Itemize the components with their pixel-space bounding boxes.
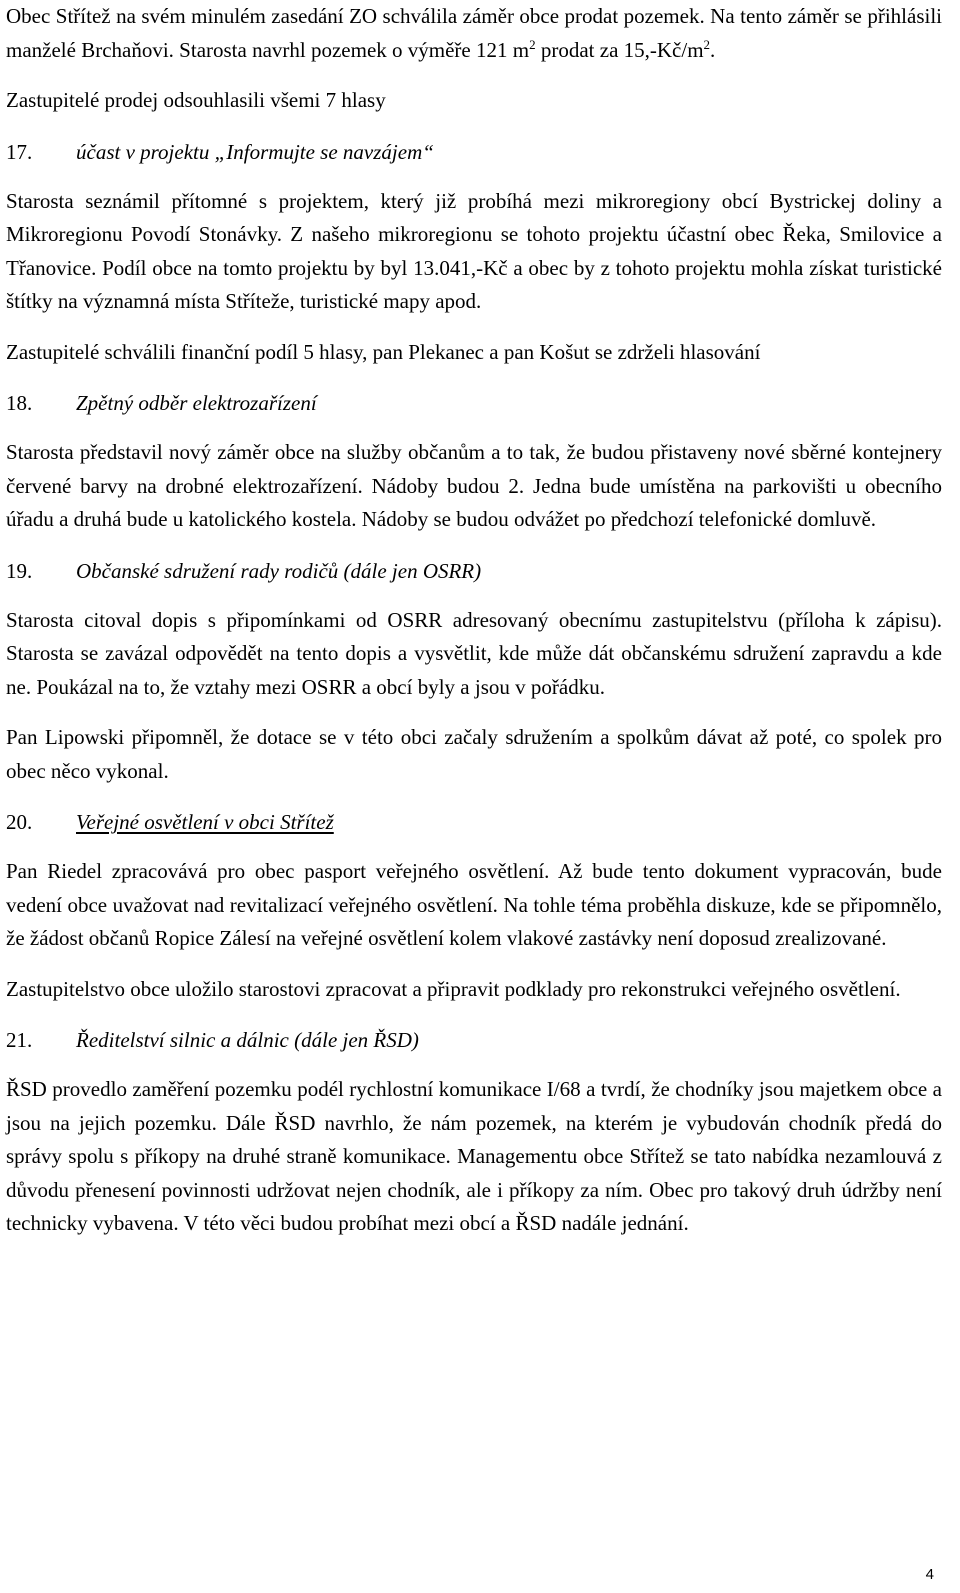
section-title: Občanské sdružení rady rodičů (dále jen OSRR) — [76, 558, 482, 583]
section-paragraph: Pan Lipowski připomněl, že dotace se v této obci začaly sdružením a spolkům dávat až poté, co spolek pro obec něco vykonal. — [6, 725, 942, 783]
section-paragraph: Pan Riedel zpracovává pro obec pasport veřejného osvětlení. Až bude tento dokument vypracován, bude vedení obce uvažovat nad revitalizací veřejného osvětlení. Na tohle téma proběhla diskuze, kde se připomnělo, že žádost občanů Ropice Zálesí na veřejné osvětlení kolem vlakové zastávky není doposud zrealizované. — [6, 859, 942, 950]
section-number: 20. — [6, 810, 33, 834]
intro-vote: Zastupitelé prodej odsouhlasili všemi 7 hlasy — [6, 88, 386, 112]
section-title: Ředitelství silnic a dálnic (dále jen ŘSD) — [76, 1028, 419, 1052]
section-heading-21 — [6, 1024, 942, 1057]
section-number: 19. — [6, 558, 33, 583]
section-paragraph: Starosta představil nový záměr obce na služby občanům a to tak, že budou přistaveny nové sběrné kontejnery červené barvy na drobné elektrozařízení. Nádoby budou 2. Jedna bude umístěna na parkovišti u obecního úřadu a druhá bude u katolického kostela. Nádoby se budou odvážet po předchozí telefonické domluvě. — [6, 440, 942, 531]
document-page — [6, 0, 942, 1241]
section-paragraph: Starosta seznámil přítomné s projektem, který již probíhá mezi mikroregiony obcí Bystrickej doliny a Mikroregionu Povodí Stonávky. Z našeho mikroregionu se tohoto projektu účastní obec Řeka, Smilovice a Třanovice. Podíl obce na tomto projektu by byl 13.041,-Kč a obec by z tohoto projektu mohla získat turistické štítky na významná místa Stříteže, turistické mapy apod. — [6, 188, 942, 313]
section-title: Zpětný odběr elektrozařízení — [76, 391, 317, 415]
section-heading-17 — [6, 136, 942, 169]
section-paragraph: Zastupitelé schválili finanční podíl 5 hlasy, pan Plekanec a pan Košut se zdrželi hlasování — [6, 339, 761, 364]
intro-text-b: prodat za 15,-Kč/m — [535, 37, 704, 62]
page-number: 4 — [925, 1566, 934, 1583]
section-title: účast v projektu „Informujte se navzájem“ — [76, 139, 434, 164]
section-paragraph: Zastupitelstvo obce uložilo starostovi zpracovat a připravit podklady pro rekonstrukci veřejného osvětlení. — [6, 976, 901, 1001]
section-heading-20 — [6, 806, 942, 839]
intro-text-a: Obec Střítež na svém minulém zasedání ZO schválila záměr obce prodat pozemek. Na tento záměr se přihlásili manželé Brchaňovi. Starosta navrhl pozemek o výměře 121 m — [6, 4, 942, 62]
section-heading-18 — [6, 387, 942, 420]
superscript: 2 — [529, 36, 536, 52]
section-heading-19 — [6, 555, 942, 588]
section-number: 21. — [6, 1028, 33, 1052]
section-number: 18. — [6, 391, 33, 415]
section-paragraph: Starosta citoval dopis s připomínkami od OSRR adresovaný obecnímu zastupitelstvu (příloha k zápisu). Starosta se zavázal odpovědět na tento dopis a vysvětlit, kde může dát občanskému sdružení zapravdu a kde ne. Poukázal na to, že vztahy mezi OSRR a obcí byly a jsou v pořádku. — [6, 607, 942, 699]
intro-text-c: . — [710, 37, 716, 62]
superscript: 2 — [703, 36, 711, 52]
section-paragraph: ŘSD provedlo zaměření pozemku podél rychlostní komunikace I/68 a tvrdí, že chodníky jsou majetkem obce a jsou na jejich pozemku. Dále ŘSD navrhlo, že nám pozemek, na kterém je vybudován chodník předá do správy spolu s příkopy na druhé straně komunikace. Managementu obce Střítež se tato nabídka nezamlouvá z důvodu přenesení povinnosti udržovat nejen chodník, ale i příkopy za ním. Obec pro takový druh údržby není technicky vybavena. V této věci budou probíhat mezi obcí a ŘSD nadále jednání. — [6, 1077, 942, 1235]
section-title: Veřejné osvětlení v obci Střítež — [76, 810, 334, 834]
section-number: 17. — [6, 139, 33, 164]
intro-paragraph — [6, 0, 942, 67]
